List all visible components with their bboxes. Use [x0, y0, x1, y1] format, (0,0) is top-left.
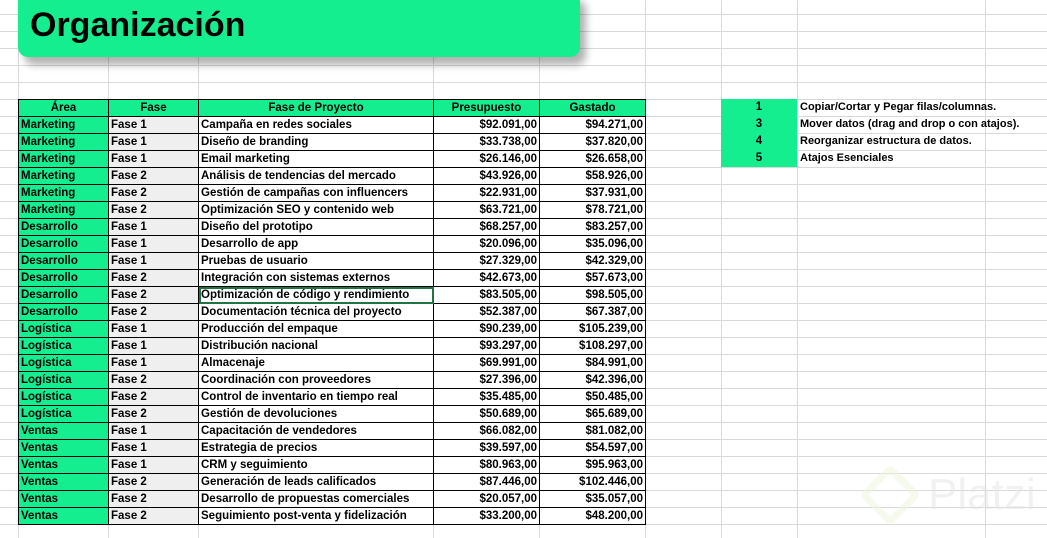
cell-fase[interactable]: Fase 1	[109, 423, 199, 440]
cell-fase-proyecto[interactable]: Optimización de código y rendimiento	[199, 287, 434, 304]
cell-presupuesto[interactable]: $66.082,00	[434, 423, 540, 440]
cell-area[interactable]: Marketing	[19, 151, 109, 168]
cell-area[interactable]: Ventas	[19, 440, 109, 457]
cell-fase[interactable]: Fase 1	[109, 219, 199, 236]
cell-area[interactable]: Logística	[19, 406, 109, 423]
table-header-row	[19, 100, 646, 117]
topic-number[interactable]: 1	[721, 99, 797, 116]
table-row	[19, 338, 646, 355]
gridline	[797, 0, 798, 538]
cell-gastado[interactable]: $98.505,00	[540, 287, 646, 304]
cell-area[interactable]: Desarrollo	[19, 219, 109, 236]
cell-presupuesto[interactable]: $68.257,00	[434, 219, 540, 236]
table-row	[19, 219, 646, 236]
cell-gastado[interactable]: $84.991,00	[540, 355, 646, 372]
cell-gastado[interactable]: $105.239,00	[540, 321, 646, 338]
topic-number[interactable]: 3	[721, 116, 797, 133]
title-banner	[18, 0, 580, 57]
cell-fase-proyecto[interactable]: Generación de leads calificados	[199, 474, 434, 491]
table-row	[19, 151, 646, 168]
cell-fase-proyecto[interactable]: Almacenaje	[199, 355, 434, 372]
platzi-watermark	[868, 470, 1036, 520]
cell-gastado[interactable]: $35.096,00	[540, 236, 646, 253]
topic-item	[721, 150, 1019, 167]
cell-fase-proyecto[interactable]: Email marketing	[199, 151, 434, 168]
table-row	[19, 491, 646, 508]
cell-presupuesto[interactable]: $33.200,00	[434, 508, 540, 525]
cell-fase[interactable]: Fase 2	[109, 168, 199, 185]
table-row	[19, 372, 646, 389]
cell-fase[interactable]: Fase 1	[109, 355, 199, 372]
cell-gastado[interactable]: $78.721,00	[540, 202, 646, 219]
table-row	[19, 236, 646, 253]
table-row	[19, 406, 646, 423]
table-row	[19, 134, 646, 151]
cell-gastado[interactable]: $81.082,00	[540, 423, 646, 440]
cell-gastado[interactable]: $54.597,00	[540, 440, 646, 457]
topic-text[interactable]: Reorganizar estructura de datos.	[800, 135, 972, 147]
table-row	[19, 389, 646, 406]
cell-presupuesto[interactable]: $83.505,00	[434, 287, 540, 304]
cell-fase-proyecto[interactable]: Integración con sistemas externos	[199, 270, 434, 287]
header-fase-proyecto[interactable]: Fase de Proyecto	[199, 100, 434, 117]
cell-gastado[interactable]: $37.931,00	[540, 185, 646, 202]
cell-presupuesto[interactable]: $42.673,00	[434, 270, 540, 287]
cell-fase[interactable]: Fase 1	[109, 117, 199, 134]
topic-text[interactable]: Copiar/Cortar y Pegar filas/columnas.	[800, 101, 997, 113]
cell-fase[interactable]: Fase 2	[109, 185, 199, 202]
cell-area[interactable]: Desarrollo	[19, 287, 109, 304]
page-title: Organización	[30, 6, 246, 44]
watermark-text: Platzi	[928, 470, 1036, 519]
cell-fase-proyecto[interactable]: Producción del empaque	[199, 321, 434, 338]
cell-presupuesto[interactable]: $52.387,00	[434, 304, 540, 321]
platzi-logo-icon	[859, 464, 921, 526]
table-row	[19, 185, 646, 202]
cell-fase[interactable]: Fase 2	[109, 508, 199, 525]
cell-area[interactable]: Desarrollo	[19, 236, 109, 253]
cell-area[interactable]: Logística	[19, 321, 109, 338]
cell-fase[interactable]: Fase 2	[109, 372, 199, 389]
cell-area[interactable]: Ventas	[19, 508, 109, 525]
cell-gastado[interactable]: $102.446,00	[540, 474, 646, 491]
cell-area[interactable]: Ventas	[19, 474, 109, 491]
cell-fase-proyecto[interactable]: Seguimiento post-venta y fidelización	[199, 508, 434, 525]
cell-fase-proyecto[interactable]: Diseño de branding	[199, 134, 434, 151]
header-area[interactable]: Área	[19, 100, 109, 117]
cell-presupuesto[interactable]: $33.738,00	[434, 134, 540, 151]
cell-fase-proyecto[interactable]: Desarrollo de propuestas comerciales	[199, 491, 434, 508]
cell-presupuesto[interactable]: $20.057,00	[434, 491, 540, 508]
cell-gastado[interactable]: $42.396,00	[540, 372, 646, 389]
topic-number[interactable]: 5	[721, 150, 797, 167]
cell-fase-proyecto[interactable]: Capacitación de vendedores	[199, 423, 434, 440]
table-row	[19, 508, 646, 525]
cell-area[interactable]: Logística	[19, 355, 109, 372]
cell-gastado[interactable]: $95.963,00	[540, 457, 646, 474]
cell-fase[interactable]: Fase 2	[109, 406, 199, 423]
header-presupuesto[interactable]: Presupuesto	[434, 100, 540, 117]
cell-presupuesto[interactable]: $22.931,00	[434, 185, 540, 202]
cell-presupuesto[interactable]: $63.721,00	[434, 202, 540, 219]
cell-fase[interactable]: Fase 1	[109, 457, 199, 474]
cell-area[interactable]: Marketing	[19, 168, 109, 185]
cell-fase-proyecto[interactable]: CRM y seguimiento	[199, 457, 434, 474]
cell-fase-proyecto[interactable]: Diseño del prototipo	[199, 219, 434, 236]
header-gastado[interactable]: Gastado	[540, 100, 646, 117]
table-row	[19, 423, 646, 440]
cell-area[interactable]: Desarrollo	[19, 304, 109, 321]
cell-gastado[interactable]: $37.820,00	[540, 134, 646, 151]
cell-area[interactable]: Ventas	[19, 491, 109, 508]
cell-fase[interactable]: Fase 2	[109, 287, 199, 304]
cell-presupuesto[interactable]: $90.239,00	[434, 321, 540, 338]
cell-fase[interactable]: Fase 1	[109, 440, 199, 457]
cell-fase[interactable]: Fase 2	[109, 474, 199, 491]
cell-presupuesto[interactable]: $35.485,00	[434, 389, 540, 406]
cell-fase-proyecto[interactable]: Optimización SEO y contenido web	[199, 202, 434, 219]
cell-fase[interactable]: Fase 2	[109, 491, 199, 508]
cell-fase[interactable]: Fase 2	[109, 270, 199, 287]
cell-area[interactable]: Logística	[19, 372, 109, 389]
cell-gastado[interactable]: $65.689,00	[540, 406, 646, 423]
topic-text[interactable]: Atajos Esenciales	[800, 152, 894, 164]
cell-gastado[interactable]: $67.387,00	[540, 304, 646, 321]
table-row	[19, 253, 646, 270]
cell-gastado[interactable]: $42.329,00	[540, 253, 646, 270]
cell-presupuesto[interactable]: $26.146,00	[434, 151, 540, 168]
cell-presupuesto[interactable]: $92.091,00	[434, 117, 540, 134]
cell-presupuesto[interactable]: $27.396,00	[434, 372, 540, 389]
cell-presupuesto[interactable]: $80.963,00	[434, 457, 540, 474]
cell-fase[interactable]: Fase 1	[109, 253, 199, 270]
cell-fase[interactable]: Fase 1	[109, 321, 199, 338]
cell-area[interactable]: Marketing	[19, 117, 109, 134]
cell-fase-proyecto[interactable]: Gestión de campañas con influencers	[199, 185, 434, 202]
header-fase[interactable]: Fase	[109, 100, 199, 117]
cell-presupuesto[interactable]: $87.446,00	[434, 474, 540, 491]
cell-presupuesto[interactable]: $93.297,00	[434, 338, 540, 355]
cell-fase[interactable]: Fase 2	[109, 389, 199, 406]
topics-list	[721, 99, 1019, 167]
table-row	[19, 440, 646, 457]
cell-fase[interactable]: Fase 1	[109, 134, 199, 151]
cell-gastado[interactable]: $26.658,00	[540, 151, 646, 168]
cell-area[interactable]: Marketing	[19, 202, 109, 219]
cell-area[interactable]: Desarrollo	[19, 253, 109, 270]
table-row	[19, 168, 646, 185]
topic-item	[721, 99, 1019, 116]
cell-presupuesto[interactable]: $50.689,00	[434, 406, 540, 423]
table-row	[19, 117, 646, 134]
cell-presupuesto[interactable]: $39.597,00	[434, 440, 540, 457]
table-row	[19, 355, 646, 372]
cell-gastado[interactable]: $108.297,00	[540, 338, 646, 355]
cell-gastado[interactable]: $58.926,00	[540, 168, 646, 185]
cell-fase-proyecto[interactable]: Coordinación con proveedores	[199, 372, 434, 389]
cell-area[interactable]: Marketing	[19, 185, 109, 202]
cell-gastado[interactable]: $94.271,00	[540, 117, 646, 134]
cell-fase[interactable]: Fase 2	[109, 202, 199, 219]
cell-fase[interactable]: Fase 1	[109, 151, 199, 168]
cell-area[interactable]: Logística	[19, 389, 109, 406]
cell-area[interactable]: Logística	[19, 338, 109, 355]
cell-fase-proyecto[interactable]: Campaña en redes sociales	[199, 117, 434, 134]
cell-area[interactable]: Marketing	[19, 134, 109, 151]
cell-fase-proyecto[interactable]: Desarrollo de app	[199, 236, 434, 253]
project-table	[18, 99, 646, 525]
table-row	[19, 474, 646, 491]
cell-fase[interactable]: Fase 1	[109, 236, 199, 253]
cell-presupuesto[interactable]: $69.991,00	[434, 355, 540, 372]
cell-gastado[interactable]: $50.485,00	[540, 389, 646, 406]
cell-fase-proyecto[interactable]: Análisis de tendencias del mercado	[199, 168, 434, 185]
cell-fase-proyecto[interactable]: Estrategia de precios	[199, 440, 434, 457]
table-row	[19, 287, 646, 304]
cell-gastado[interactable]: $57.673,00	[540, 270, 646, 287]
cell-fase-proyecto[interactable]: Distribución nacional	[199, 338, 434, 355]
table-row	[19, 270, 646, 287]
cell-fase[interactable]: Fase 2	[109, 304, 199, 321]
table-row	[19, 457, 646, 474]
cell-fase-proyecto[interactable]: Gestión de devoluciones	[199, 406, 434, 423]
cell-area[interactable]: Desarrollo	[19, 270, 109, 287]
cell-fase-proyecto[interactable]: Control de inventario en tiempo real	[199, 389, 434, 406]
topic-item	[721, 133, 1019, 150]
cell-presupuesto[interactable]: $20.096,00	[434, 236, 540, 253]
cell-fase[interactable]: Fase 1	[109, 338, 199, 355]
topic-number[interactable]: 4	[721, 133, 797, 150]
cell-area[interactable]: Ventas	[19, 423, 109, 440]
cell-presupuesto[interactable]: $43.926,00	[434, 168, 540, 185]
cell-gastado[interactable]: $35.057,00	[540, 491, 646, 508]
gridline	[721, 0, 722, 538]
cell-gastado[interactable]: $48.200,00	[540, 508, 646, 525]
table-row	[19, 321, 646, 338]
table-row	[19, 304, 646, 321]
cell-presupuesto[interactable]: $27.329,00	[434, 253, 540, 270]
cell-area[interactable]: Ventas	[19, 457, 109, 474]
table-row	[19, 202, 646, 219]
topic-text[interactable]: Mover datos (drag and drop o con atajos).	[800, 118, 1020, 130]
cell-fase-proyecto[interactable]: Documentación técnica del proyecto	[199, 304, 434, 321]
topic-item	[721, 116, 1019, 133]
cell-gastado[interactable]: $83.257,00	[540, 219, 646, 236]
cell-fase-proyecto[interactable]: Pruebas de usuario	[199, 253, 434, 270]
gridline	[985, 0, 986, 538]
